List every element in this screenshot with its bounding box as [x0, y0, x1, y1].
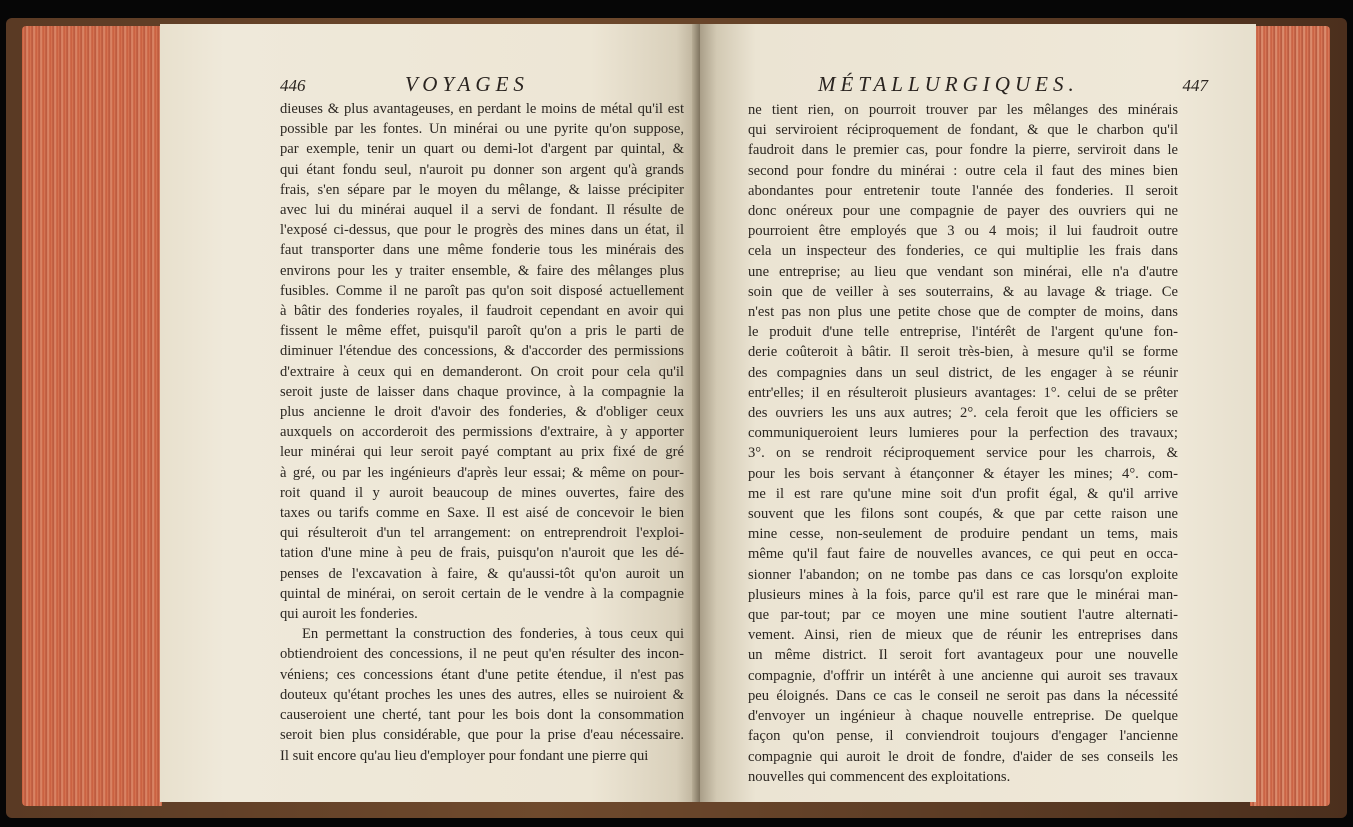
- text-line: qui résulteroit d'un tel arrangement: on entreprendroit l'exploi-: [280, 525, 684, 542]
- text-line: à gré, ou par les ingénieurs d'après leur essai; & même on pour-: [280, 464, 684, 481]
- left-page-number: 446: [280, 76, 306, 95]
- text-line: En permettant la construction des fonderies, à tous ceux qui: [302, 626, 684, 643]
- right-page-text: [748, 100, 1178, 787]
- text-line: que par-tout; par ce moyen une mine soutient l'autre alternati-: [748, 607, 1178, 624]
- text-line: compagnie, d'offrir un intérêt à une ancienne qui auroit ses travaux: [748, 667, 1178, 684]
- text-line: plus ancienne le droit d'avoir des fonderies, & d'obliger ceux: [280, 404, 684, 421]
- text-line: façon qu'on pense, il conviendroit toujours d'engager l'ancienne: [748, 728, 1178, 745]
- text-line: nouvelles qui commencent des exploitations.: [748, 768, 1011, 785]
- text-line: soin que de veiller à ses souterrains, & au lavage & triage. Ce: [748, 283, 1178, 300]
- text-line: qui auroit les fonderies.: [280, 606, 418, 623]
- text-line: derie coûteroit à bâtir. Il seroit très-bien, à mesure qu'il se forme: [748, 344, 1178, 361]
- text-line: qui étant fondu seul, n'auroit pu donner son argent qu'à grands: [280, 161, 684, 178]
- text-line: même qu'il faut faire de nouvelles avances, ce qui peut en occa-: [748, 546, 1178, 563]
- text-line: sionner l'abandon; on ne tombe pas dans ce cas lorsqu'on exploite: [748, 566, 1178, 583]
- text-line: seroit juste de laisser dans chaque province, à la compagnie la: [280, 383, 684, 400]
- text-line: douteux qu'étant proches les unes des autres, elles se nuiroient &: [280, 686, 684, 703]
- text-line: auxquels on accorderoit des permissions d'extraire, à y apporter: [280, 424, 684, 441]
- text-line: abondantes pour entretenir toute l'année des fonderies. Il seroit: [748, 182, 1178, 199]
- text-line: possible par les fontes. Un minérai ou une pyrite qu'on suppose,: [280, 121, 684, 138]
- text-line: tation d'une mine à peu de frais, puisqu'on n'auroit que les dé-: [280, 545, 684, 562]
- left-running-head: VOYAGES: [405, 72, 529, 96]
- text-line: avec lui du minérai auquel il a servi de fondant. Il résulte de: [280, 202, 684, 219]
- text-line: véniens; ces concessions étant d'une petite étendue, il n'est pas: [280, 666, 684, 683]
- left-page-text: [280, 99, 684, 766]
- text-line: pourroient être employés que 3 ou 4 mois; il lui faudroit outre: [748, 223, 1178, 240]
- text-line: Il suit encore qu'au lieu d'employer pour fondant une pierre qui: [280, 747, 649, 764]
- text-line: une entreprise; au lieu que vendant son minérai, elle n'a d'autre: [748, 263, 1178, 280]
- left-page: [160, 24, 698, 802]
- text-line: pour les bois servant à étançonner & étayer les mines; 4°. com-: [748, 465, 1178, 482]
- text-line: le produit d'une telle entreprise, l'intérêt de l'argent qu'une fon-: [748, 324, 1178, 341]
- text-line: communiqueroient leurs lumieres pour la perfection des travaux;: [748, 425, 1178, 442]
- right-page-header: [748, 72, 1208, 100]
- text-line: 3°. on se rendroit réciproquement service pour les charrois, &: [748, 445, 1178, 462]
- left-page-header: [280, 72, 660, 100]
- text-line: seroit bien plus considérable, que pour la prise d'eau nécessaire.: [280, 727, 684, 744]
- text-line: donc onéreux pour une compagnie de payer des ouvriers qui ne: [748, 203, 1178, 220]
- right-page-edges: [1250, 26, 1330, 806]
- right-page-number: 447: [1182, 76, 1208, 95]
- text-line: second pour fondre du minérai : outre cela il faut des mines bien: [748, 162, 1178, 179]
- text-line: n'est pas non plus une petite chose que de compter de moins, dans: [748, 304, 1178, 321]
- text-line: penses de l'excavation à faire, & qu'aussi-tôt qu'on auroit un: [280, 565, 684, 582]
- text-line: fusibles. Comme il ne paroît pas qu'on soit disposé actuellement: [280, 282, 684, 299]
- text-line: cela un inspecteur des fonderies, ce qui multiplie les frais dans: [748, 243, 1178, 260]
- text-line: faudroit dans le premier cas, pour fondre la pierre, serviroit dans le: [748, 142, 1178, 159]
- text-line: ne tient rien, on pourroit trouver par les mêlanges des minérais: [748, 102, 1178, 118]
- text-line: par exemple, tenir un quart ou demi-lot d'argent par quintal, &: [280, 141, 684, 158]
- text-line: à bâtir des fonderies royales, il faudroit cependant en avoir qui: [280, 303, 684, 320]
- text-line: taxes ou tarifs comme en Saxe. Il est aisé de concevoir le bien: [280, 505, 684, 522]
- text-line: d'extraire à ceux qui en demanderont. On croit pour cela qu'il: [280, 363, 684, 380]
- text-line: des ouvriers les uns aux autres; 2°. cela feroit que les officiers se: [748, 405, 1178, 422]
- text-line: leur minérai qui leur seroit payé comptant au prix fixé de gré: [280, 444, 684, 461]
- text-line: des compagnies dans un seul district, de les engager à se réunir: [748, 364, 1178, 381]
- text-line: souvent que les filons sont coupés, & que par cette raison une: [748, 506, 1178, 523]
- text-line: quintal de minérai, on seroit certain de le vendre à la compagnie: [280, 585, 684, 602]
- right-running-head: MÉTALLURGIQUES.: [818, 72, 1079, 96]
- text-line: vement. Ainsi, rien de mieux que de réunir les entreprises dans: [748, 627, 1178, 644]
- text-line: entr'elles; il en résulteroit plusieurs avantages: 1°. celui de se prêter: [748, 384, 1178, 401]
- text-line: diminuer l'étendue des concessions, & d'accorder des permissions: [280, 343, 684, 360]
- text-line: peu éloignés. Dans ce cas le conseil ne seroit pas dans la nécessité: [748, 687, 1178, 704]
- text-line: roit quand il y auroit beaucoup de mines ouvertes, faire des: [280, 484, 684, 501]
- text-line: plusieurs mines à la fois, parce qu'il est rare que le minérai man-: [748, 586, 1178, 603]
- text-line: d'envoyer un ingénieur à chaque nouvelle entreprise. De quelque: [748, 708, 1178, 725]
- text-line: environs pour les y traiter ensemble, & faire des mêlanges plus: [280, 262, 684, 279]
- text-line: compagnie qui auroit le droit de fondre, d'aider de ses conseils les: [748, 748, 1178, 765]
- left-page-edges: [22, 26, 162, 806]
- text-line: l'exposé ci-dessus, que pour le progrès des mines dans un état, il: [280, 222, 684, 239]
- text-line: me il est rare qu'une mine soit d'un profit égal, & qu'il arrive: [748, 485, 1178, 502]
- text-line: qui serviroient réciproquement de fondant, & que le charbon qu'il: [748, 122, 1178, 139]
- right-page: [700, 24, 1256, 802]
- text-line: fissent le même effet, puisqu'il paroît qu'on a pris le parti de: [280, 323, 684, 340]
- text-line: mine cesse, non-seulement de produire pendant un tems, mais: [748, 526, 1178, 543]
- text-line: obtiendroient des concessions, il ne peut qu'en résulter des incon-: [280, 646, 684, 663]
- text-line: frais, s'en sépare par le moyen du mêlange, & laisse précipiter: [280, 181, 684, 198]
- text-line: causeroient une cherté, tant pour les bois dont la consommation: [280, 707, 684, 724]
- text-line: un même district. Il seroit fort avantageux pour une nouvelle: [748, 647, 1178, 664]
- text-line: faut transporter dans une même fonderie tous les minérais des: [280, 242, 684, 259]
- text-line: dieuses & plus avantageuses, en perdant le moins de métal qu'il est: [280, 101, 684, 117]
